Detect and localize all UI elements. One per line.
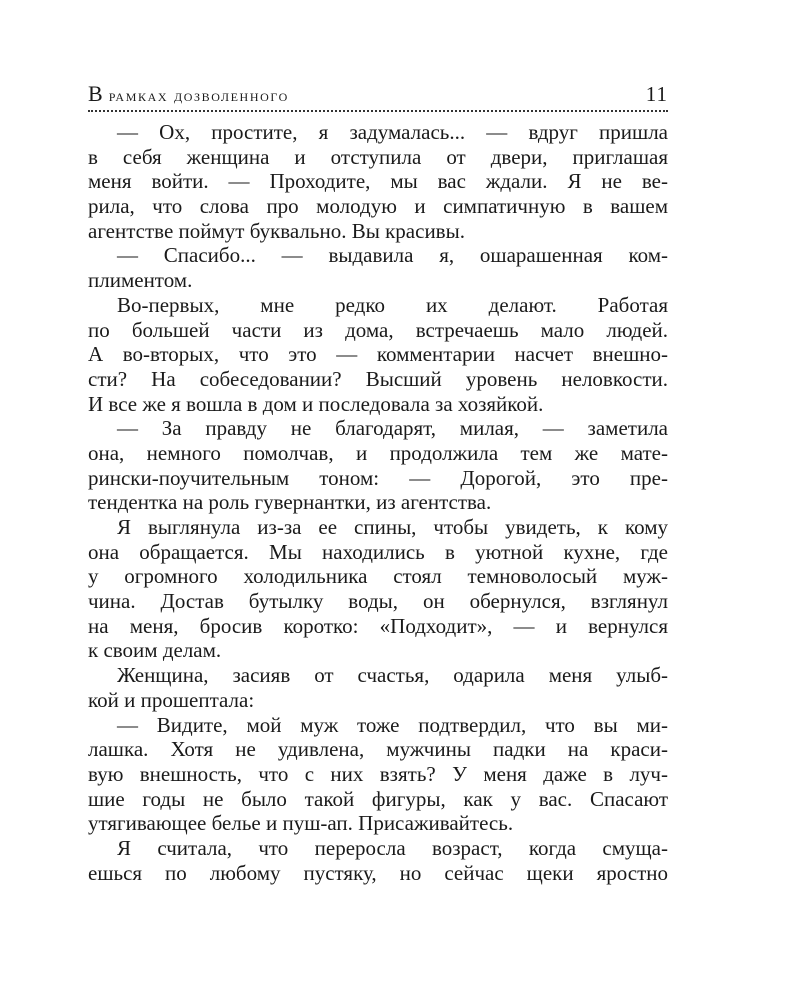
text-line: — За правду не благодарят, милая, — заметила <box>117 416 668 441</box>
running-header <box>88 81 668 112</box>
text-line: — Видите, мой муж тоже подтвердил, что вы ми- <box>117 712 668 737</box>
text-line: Женщина, засияв от счастья, одарила меня улыб- <box>117 663 668 688</box>
text-line: — Ох, простите, я задумалась... — вдруг пришла <box>117 120 668 144</box>
text-line: кой и прошептала: <box>88 687 255 712</box>
text-line: она обращается. Мы находились в уютной кухне, где <box>88 539 668 564</box>
text-line: Я выглянула из-за ее спины, чтобы увидеть, к кому <box>117 515 668 539</box>
text-line: рински-поучительным тоном: — Дорогой, это пре- <box>88 465 668 490</box>
text-line: сти? На собеседовании? Высший уровень неловкости. <box>88 366 668 391</box>
text-line: на меня, бросив коротко: «Подходит», — и вернулся <box>88 613 668 638</box>
text-line: — Спасибо... — выдавила я, ошарашенная ком- <box>117 243 668 268</box>
text-line: плиментом. <box>88 268 193 293</box>
text-line: по большей части из дома, встречаешь мало людей. <box>88 317 668 342</box>
text-line: она, немного помолчав, и продолжила тем же мате- <box>88 440 668 465</box>
text-line: ешься по любому пустяку, но сейчас щеки яростно <box>88 860 668 885</box>
text-line: рила, что слова про молодую и симпатичную в вашем <box>88 194 668 219</box>
text-line: в себя женщина и отступила от двери, приглашая <box>88 144 668 169</box>
text-line: Я считала, что переросла возраст, когда смуща- <box>117 835 668 860</box>
text-line: вую внешность, что с них взять? У меня даже в луч- <box>88 761 668 786</box>
text-line: к своим делам. <box>88 638 222 663</box>
body-text <box>88 120 668 885</box>
text-line: лашка. Хотя не удивлена, мужчины падки на краси- <box>88 737 668 762</box>
text-line: чина. Достав бутылку воды, он обернулся, взглянул <box>88 589 668 614</box>
text-line: шие годы не было такой фигуры, как у вас. Спасают <box>88 786 668 811</box>
running-title <box>88 81 289 107</box>
text-line: агентстве поймут буквально. Вы красивы. <box>88 218 465 243</box>
text-line: Во-первых, мне редко их делают. Работая <box>117 292 668 317</box>
text-line: у огромного холодильника стоял темноволосый муж- <box>88 564 668 589</box>
text-line: И все же я вошла в дом и последовала за хозяйкой. <box>88 391 544 416</box>
text-line: меня войти. — Проходите, мы вас ждали. Я не ве- <box>88 169 668 194</box>
text-line: утягивающее белье и пуш-ап. Присаживайтесь. <box>88 811 514 836</box>
book-page <box>88 81 668 885</box>
running-title-initial: В <box>88 81 103 106</box>
text-line: тендентка на роль гувернантки, из агентства. <box>88 490 492 515</box>
text-line: А во-вторых, что это — комментарии насчет внешно- <box>88 342 668 367</box>
running-title-rest: рамках дозволенного <box>108 86 289 105</box>
page-number: 11 <box>645 82 668 106</box>
